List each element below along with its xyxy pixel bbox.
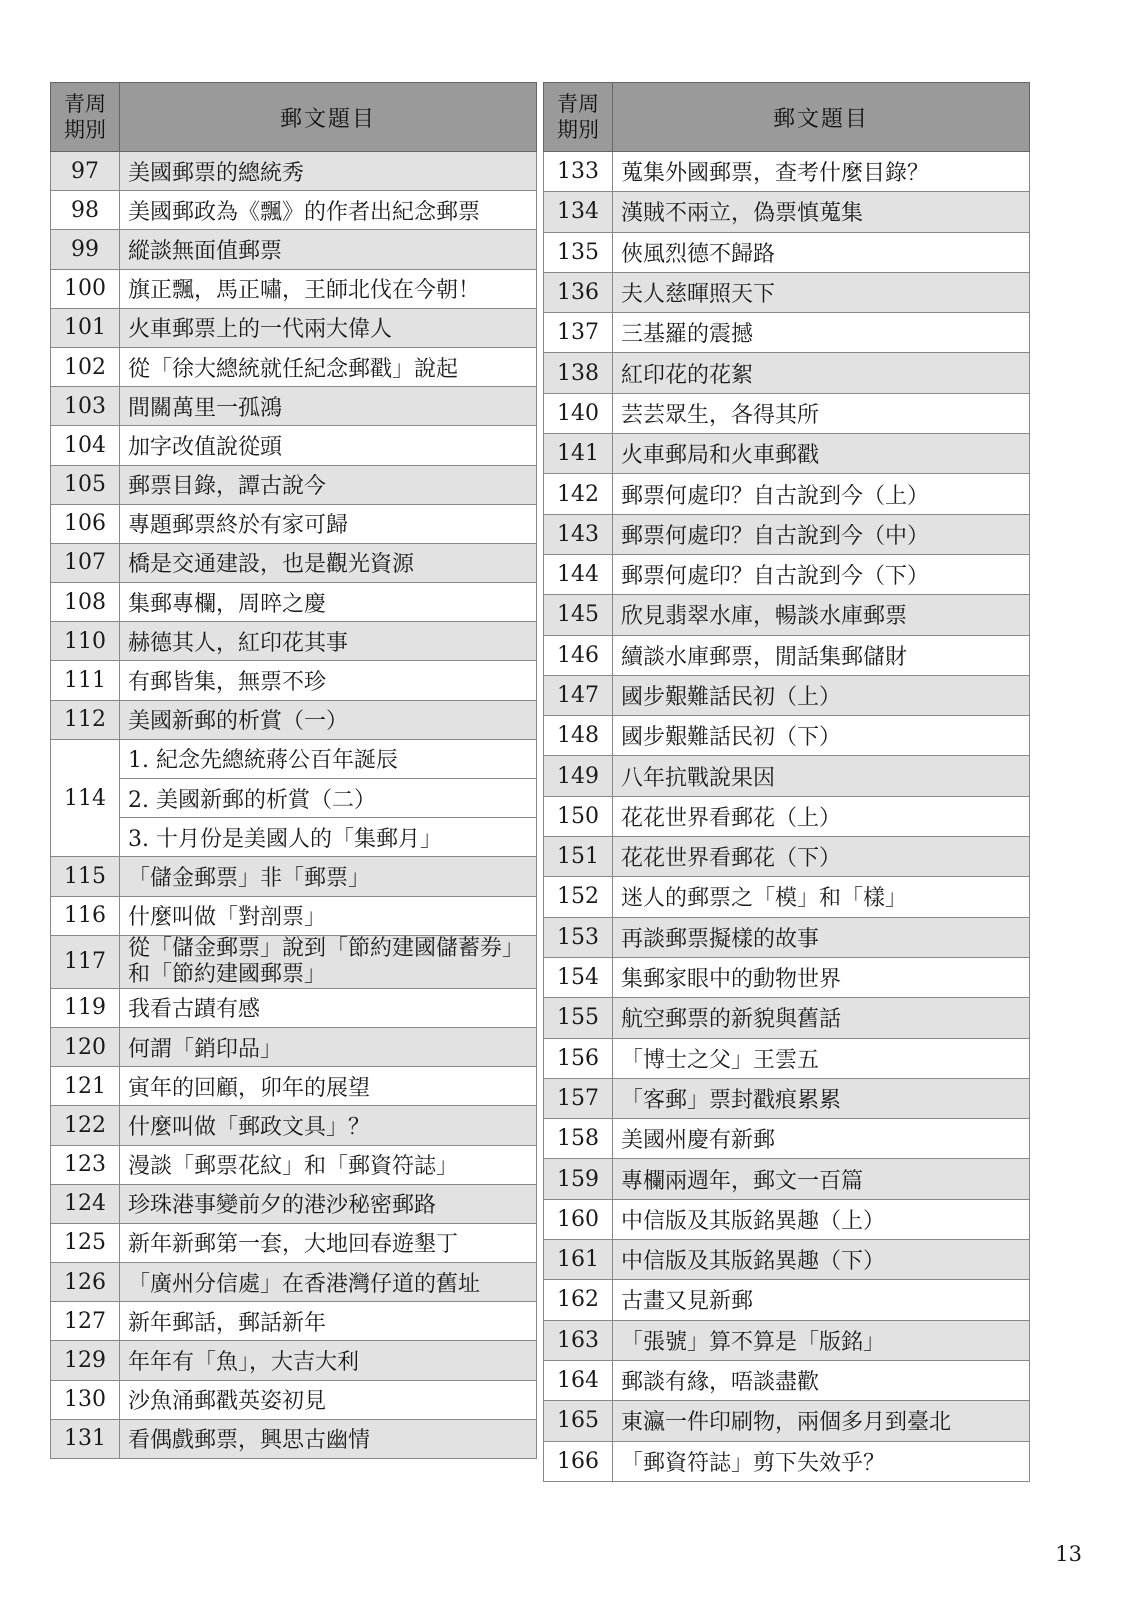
issue-number: 130 (51, 1380, 120, 1419)
table-row (544, 272, 1030, 312)
article-title: 「廣州分信處」在香港灣仔道的舊址 (120, 1263, 537, 1302)
table-row (544, 152, 1030, 192)
issue-number: 157 (544, 1078, 613, 1118)
table-row (544, 837, 1030, 877)
table-row (51, 1341, 537, 1380)
article-title: 美國新郵的析賞（一） (120, 700, 537, 739)
issue-number: 114 (51, 739, 120, 857)
table-row (544, 957, 1030, 997)
issue-number-header (544, 83, 613, 152)
article-title: 迷人的郵票之「模」和「樣」 (613, 877, 1030, 917)
issue-number: 102 (51, 347, 120, 386)
issue-number: 148 (544, 716, 613, 756)
article-title-line: 和「節約建國郵票」 (128, 961, 327, 987)
table-row (544, 998, 1030, 1038)
issue-number: 133 (544, 152, 613, 192)
article-title: 俠風烈德不歸路 (613, 232, 1030, 272)
right-article-table (543, 82, 1030, 1482)
table-row (544, 313, 1030, 353)
table-row (544, 1159, 1030, 1199)
table-row (51, 1380, 537, 1419)
table-row (544, 1119, 1030, 1159)
table-row (544, 675, 1030, 715)
issue-number: 146 (544, 635, 613, 675)
table-header-row (544, 83, 1030, 152)
issue-number: 162 (544, 1280, 613, 1320)
issue-number: 158 (544, 1119, 613, 1159)
article-title: 夫人慈暉照天下 (613, 272, 1030, 312)
table-row (51, 465, 537, 504)
article-title: 新年新郵第一套，大地回春遊墾丁 (120, 1223, 537, 1262)
article-title: 「客郵」票封戳痕累累 (613, 1078, 1030, 1118)
article-title: 續談水庫郵票，閒話集郵儲財 (613, 635, 1030, 675)
article-title: 航空郵票的新貌與舊話 (613, 998, 1030, 1038)
table-row (544, 1320, 1030, 1360)
table-row (51, 308, 537, 347)
issue-number: 134 (544, 192, 613, 232)
issue-number: 149 (544, 756, 613, 796)
article-title: 旗正飄，馬正嘯，王師北伐在今朝！ (120, 269, 537, 308)
page-number: 13 (1055, 1542, 1082, 1566)
article-title: 集郵家眼中的動物世界 (613, 957, 1030, 997)
table-row (544, 1401, 1030, 1441)
table-row (544, 1280, 1030, 1320)
table-row (51, 230, 537, 269)
table-row (51, 700, 537, 739)
article-title: 郵票何處印？自古說到今（下） (613, 554, 1030, 594)
article-title: 什麼叫做「郵政文具」？ (120, 1106, 537, 1145)
table-row (51, 739, 537, 778)
issue-number: 147 (544, 675, 613, 715)
table-row (51, 426, 537, 465)
issue-number: 150 (544, 796, 613, 836)
article-title: 3. 十月份是美國人的「集郵月」 (120, 818, 537, 857)
issue-number: 152 (544, 877, 613, 917)
article-title: 集郵專欄，周晬之慶 (120, 583, 537, 622)
table-row (544, 474, 1030, 514)
issue-number: 145 (544, 595, 613, 635)
issue-number: 97 (51, 152, 120, 191)
table-row (51, 988, 537, 1027)
issue-number: 112 (51, 700, 120, 739)
table-row (51, 896, 537, 935)
article-title: 中信版及其版銘異趣（下） (613, 1240, 1030, 1280)
article-title: 紅印花的花絮 (613, 353, 1030, 393)
article-title: 中信版及其版銘異趣（上） (613, 1199, 1030, 1239)
article-title: 橋是交通建設，也是觀光資源 (120, 543, 537, 582)
article-title: 專欄兩週年，郵文一百篇 (613, 1159, 1030, 1199)
issue-number: 120 (51, 1027, 120, 1066)
table-row (51, 1184, 537, 1223)
issue-number: 103 (51, 387, 120, 426)
issue-number: 107 (51, 543, 120, 582)
issue-number: 163 (544, 1320, 613, 1360)
article-title: 我看古蹟有感 (120, 988, 537, 1027)
table-row (51, 269, 537, 308)
issue-number: 140 (544, 393, 613, 433)
issue-number: 159 (544, 1159, 613, 1199)
article-title: 東瀛一件印刷物，兩個多月到臺北 (613, 1401, 1030, 1441)
article-title: 「博士之父」王雲五 (613, 1038, 1030, 1078)
article-title: 美國郵票的總統秀 (120, 152, 537, 191)
article-title: 國步艱難話民初（下） (613, 716, 1030, 756)
table-row (544, 1360, 1030, 1400)
table-row (544, 192, 1030, 232)
table-row (544, 514, 1030, 554)
article-title: 「儲金郵票」非「郵票」 (120, 857, 537, 896)
issue-number: 144 (544, 554, 613, 594)
issue-number: 122 (51, 1106, 120, 1145)
article-title: 三基羅的震撼 (613, 313, 1030, 353)
issue-header-line-1: 青周 (64, 92, 106, 116)
table-row (51, 857, 537, 896)
table-row (51, 779, 537, 818)
issue-number: 111 (51, 661, 120, 700)
table-row (51, 818, 537, 857)
table-row (51, 1302, 537, 1341)
table-row (544, 554, 1030, 594)
article-title: 何謂「銷印品」 (120, 1027, 537, 1066)
issue-number: 116 (51, 896, 120, 935)
article-title: 「張號」算不算是「版銘」 (613, 1320, 1030, 1360)
table-row (544, 917, 1030, 957)
table-row (51, 347, 537, 386)
table-row (544, 1038, 1030, 1078)
issue-number: 154 (544, 957, 613, 997)
issue-number: 135 (544, 232, 613, 272)
article-title: 國步艱難話民初（上） (613, 675, 1030, 715)
table-row (51, 1027, 537, 1066)
table-row (544, 1078, 1030, 1118)
article-title: 郵票何處印？自古說到今（上） (613, 474, 1030, 514)
table-row (51, 191, 537, 230)
issue-number: 153 (544, 917, 613, 957)
table-row (51, 1145, 537, 1184)
table-row (51, 504, 537, 543)
article-title: 什麼叫做「對剖票」 (120, 896, 537, 935)
table-row (544, 393, 1030, 433)
table-row (51, 152, 537, 191)
issue-number: 141 (544, 434, 613, 474)
article-title: 漢賊不兩立，偽票慎蒐集 (613, 192, 1030, 232)
table-row (544, 796, 1030, 836)
article-title: 從「徐大總統就任紀念郵戳」說起 (120, 347, 537, 386)
table-row (51, 661, 537, 700)
table-row (51, 1067, 537, 1106)
issue-header-line-2: 期別 (557, 118, 599, 142)
article-title: 看偶戲郵票，興思古幽情 (120, 1419, 537, 1458)
article-title: 有郵皆集，無票不珍 (120, 661, 537, 700)
article-title: 2. 美國新郵的析賞（二） (120, 779, 537, 818)
table-header-row (51, 83, 537, 152)
table-row (544, 232, 1030, 272)
table-row (51, 1263, 537, 1302)
issue-number: 106 (51, 504, 120, 543)
table-row (544, 756, 1030, 796)
article-title-line: 從「儲金郵票」說到「節約建國儲蓄券」 (128, 935, 525, 961)
issue-number: 142 (544, 474, 613, 514)
table-row (544, 1199, 1030, 1239)
issue-number: 100 (51, 269, 120, 308)
table-row (544, 353, 1030, 393)
article-title: 「郵資符誌」剪下失效乎？ (613, 1441, 1030, 1481)
article-title: 欣見翡翠水庫，暢談水庫郵票 (613, 595, 1030, 635)
article-title: 沙魚涌郵戳英姿初見 (120, 1380, 537, 1419)
article-title: 間關萬里一孤鴻 (120, 387, 537, 426)
table-row (51, 387, 537, 426)
article-title: 花花世界看郵花（上） (613, 796, 1030, 836)
table-row (544, 716, 1030, 756)
issue-number: 138 (544, 353, 613, 393)
article-title: 美國郵政為《飄》的作者出紀念郵票 (120, 191, 537, 230)
article-title: 寅年的回顧，卯年的展望 (120, 1067, 537, 1106)
issue-number: 166 (544, 1441, 613, 1481)
issue-number: 104 (51, 426, 120, 465)
article-title: 芸芸眾生，各得其所 (613, 393, 1030, 433)
article-title: 再談郵票擬樣的故事 (613, 917, 1030, 957)
issue-number: 101 (51, 308, 120, 347)
article-title-header: 郵文題目 (613, 83, 1030, 152)
article-title: 年年有「魚」，大吉大利 (120, 1341, 537, 1380)
article-title: 火車郵局和火車郵戳 (613, 434, 1030, 474)
issue-number: 137 (544, 313, 613, 353)
article-title: 火車郵票上的一代兩大偉人 (120, 308, 537, 347)
issue-number: 164 (544, 1360, 613, 1400)
article-title-header: 郵文題目 (120, 83, 537, 152)
issue-number: 156 (544, 1038, 613, 1078)
article-title: 漫談「郵票花紋」和「郵資符誌」 (120, 1145, 537, 1184)
issue-number-header (51, 83, 120, 152)
issue-number: 151 (544, 837, 613, 877)
article-title: 美國州慶有新郵 (613, 1119, 1030, 1159)
issue-number: 125 (51, 1223, 120, 1262)
issue-number: 115 (51, 857, 120, 896)
issue-number: 131 (51, 1419, 120, 1458)
issue-number: 110 (51, 622, 120, 661)
issue-header-line-2: 期別 (64, 118, 106, 142)
issue-number: 119 (51, 988, 120, 1027)
table-row (544, 1240, 1030, 1280)
article-title: 專題郵票終於有家可歸 (120, 504, 537, 543)
article-title: 八年抗戰說果因 (613, 756, 1030, 796)
table-row (51, 622, 537, 661)
issue-number: 117 (51, 935, 120, 988)
table-row (544, 1441, 1030, 1481)
issue-number: 126 (51, 1263, 120, 1302)
table-row (544, 434, 1030, 474)
issue-number: 136 (544, 272, 613, 312)
issue-number: 108 (51, 583, 120, 622)
table-row (544, 595, 1030, 635)
issue-number: 165 (544, 1401, 613, 1441)
article-title: 郵談有緣，唔談盡歡 (613, 1360, 1030, 1400)
article-title (120, 935, 537, 988)
issue-number: 98 (51, 191, 120, 230)
table-row (544, 635, 1030, 675)
issue-number: 105 (51, 465, 120, 504)
table-row (544, 877, 1030, 917)
article-title: 古畫又見新郵 (613, 1280, 1030, 1320)
issue-number: 127 (51, 1302, 120, 1341)
issue-number: 129 (51, 1341, 120, 1380)
article-title: 縱談無面值郵票 (120, 230, 537, 269)
table-row (51, 1223, 537, 1262)
table-row (51, 935, 537, 988)
issue-number: 160 (544, 1199, 613, 1239)
issue-number: 155 (544, 998, 613, 1038)
article-title: 1. 紀念先總統蔣公百年誕辰 (120, 739, 537, 778)
table-row (51, 543, 537, 582)
article-title: 赫德其人，紅印花其事 (120, 622, 537, 661)
table-row (51, 583, 537, 622)
issue-number: 161 (544, 1240, 613, 1280)
table-row (51, 1106, 537, 1145)
issue-number: 123 (51, 1145, 120, 1184)
issue-number: 124 (51, 1184, 120, 1223)
article-title: 蒐集外國郵票，查考什麼目錄？ (613, 152, 1030, 192)
issue-number: 99 (51, 230, 120, 269)
issue-number: 143 (544, 514, 613, 554)
left-article-table (50, 82, 537, 1459)
article-title: 郵票何處印？自古說到今（中） (613, 514, 1030, 554)
article-title: 郵票目錄，譚古說今 (120, 465, 537, 504)
article-title: 加字改值說從頭 (120, 426, 537, 465)
table-row (51, 1419, 537, 1458)
issue-header-line-1: 青周 (557, 92, 599, 116)
article-title: 珍珠港事變前夕的港沙秘密郵路 (120, 1184, 537, 1223)
issue-number: 121 (51, 1067, 120, 1106)
article-title: 花花世界看郵花（下） (613, 837, 1030, 877)
article-title: 新年郵話，郵話新年 (120, 1302, 537, 1341)
